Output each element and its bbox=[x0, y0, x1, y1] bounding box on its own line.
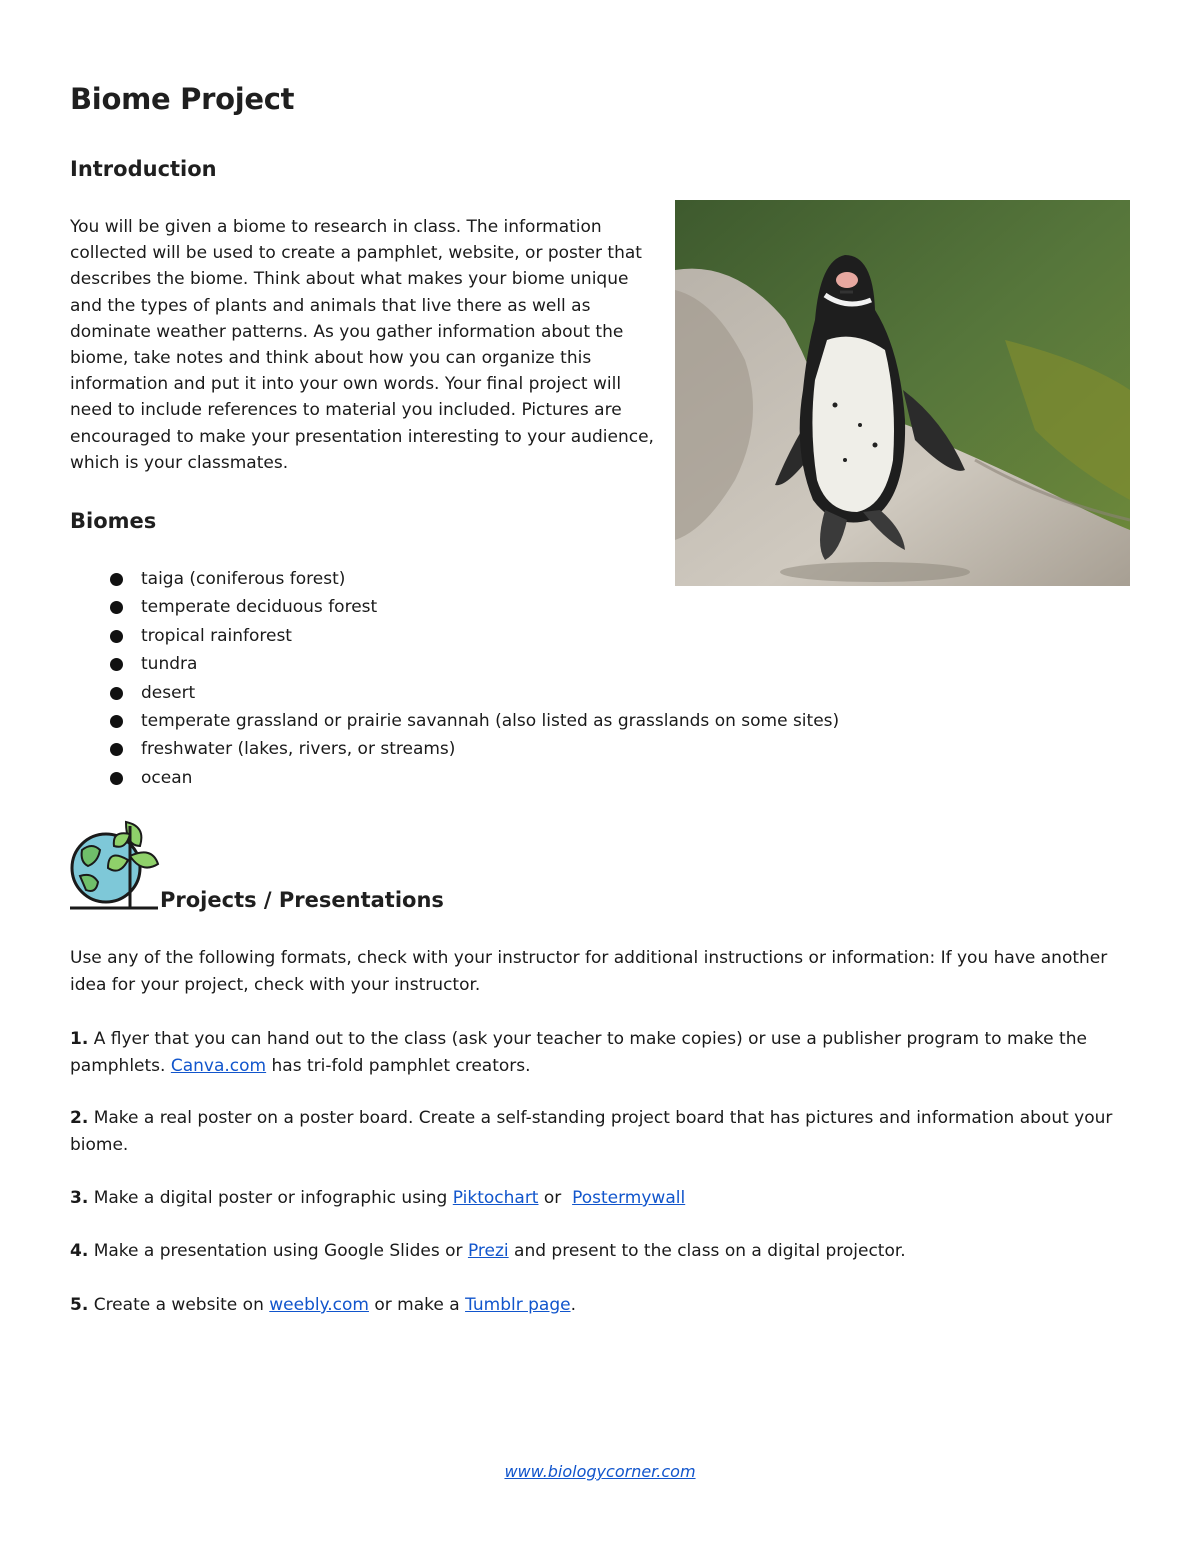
list-item bbox=[108, 650, 839, 678]
bullet-icon bbox=[110, 772, 123, 785]
bullet-icon bbox=[110, 743, 123, 756]
projects-heading: Projects / Presentations bbox=[160, 888, 444, 912]
bullet-icon bbox=[110, 601, 123, 614]
bullet-icon bbox=[110, 715, 123, 728]
postermywall-link[interactable]: Postermywall bbox=[572, 1188, 686, 1208]
weebly-link[interactable]: weebly.com bbox=[269, 1295, 369, 1315]
biome-list bbox=[108, 565, 839, 792]
bullet-icon bbox=[110, 573, 123, 586]
project-item-3 bbox=[70, 1185, 1135, 1212]
project-item-4 bbox=[70, 1238, 1135, 1265]
prezi-link[interactable]: Prezi bbox=[467, 1241, 509, 1261]
item-number: 5. bbox=[70, 1295, 89, 1315]
bullet-icon bbox=[110, 630, 123, 643]
project-item-1 bbox=[70, 1026, 1135, 1079]
intro-text: You will be given a biome to research in class. The information collected will be used to create a pamphlet, website, or poster that describes the biome. Think about what makes your biome unique and the types of plants and animals that live there as well as dominate weather patterns. As you gather information about the biome, take notes and think about how you can organize this information and put it into your own words. Your final project will need to include references to material you included. Pictures are encouraged to make your presentation interesting to your audience, which is your classmates. bbox=[70, 217, 654, 473]
footer bbox=[0, 1462, 1200, 1481]
intro-heading: Introduction bbox=[70, 157, 217, 181]
biome-label: ocean bbox=[141, 767, 193, 788]
item-text: or make a bbox=[368, 1295, 466, 1315]
item-number: 4. bbox=[70, 1241, 89, 1261]
biome-label: desert bbox=[141, 682, 196, 703]
canva-link[interactable]: Canva.com bbox=[170, 1055, 267, 1076]
piktochart-link[interactable]: Piktochart bbox=[452, 1188, 539, 1208]
footer-link[interactable]: www.biologycorner.com bbox=[504, 1462, 696, 1481]
bullet-icon bbox=[110, 687, 123, 700]
item-text: Make a real poster on a poster board. Create a self-standing project board that has pictures and information about your biome. bbox=[70, 1108, 1113, 1155]
project-item-5 bbox=[70, 1292, 1135, 1319]
item-text: Make a digital poster or infographic using bbox=[88, 1188, 453, 1208]
projects-intro: Use any of the following formats, check with your instructor for additional instructions or information: If you have another idea for your project, check with your instructor. bbox=[70, 948, 1108, 995]
biome-label: temperate grassland or prairie savannah (also listed as grasslands on some sites) bbox=[141, 710, 840, 731]
list-item bbox=[108, 593, 839, 621]
page-title: Biome Project bbox=[70, 82, 295, 116]
project-item-2 bbox=[70, 1105, 1135, 1158]
biome-label: temperate deciduous forest bbox=[141, 597, 378, 618]
item-text: Make a presentation using Google Slides or bbox=[88, 1241, 468, 1261]
list-item bbox=[108, 565, 839, 593]
bullet-icon bbox=[110, 658, 123, 671]
list-item bbox=[108, 679, 839, 707]
tumblr-link[interactable]: Tumblr page bbox=[465, 1295, 571, 1315]
item-number: 1. bbox=[70, 1029, 89, 1049]
item-text: A flyer that you can hand out to the class (ask your teacher to make copies) or use a publisher program to make the pamphlets. bbox=[70, 1029, 1087, 1076]
globe-plant-icon bbox=[68, 816, 160, 912]
item-text: and present to the class on a digital projector. bbox=[508, 1241, 906, 1261]
biome-label: taiga (coniferous forest) bbox=[141, 569, 346, 589]
item-text: or bbox=[538, 1188, 573, 1208]
item-text: has tri-fold pamphlet creators. bbox=[266, 1055, 531, 1076]
item-text: . bbox=[570, 1295, 576, 1315]
biome-label: tropical rainforest bbox=[141, 625, 292, 646]
penguin-photo bbox=[675, 200, 1130, 586]
biomes-heading: Biomes bbox=[70, 509, 157, 533]
list-item bbox=[108, 622, 839, 650]
item-number: 3. bbox=[70, 1188, 89, 1208]
list-item bbox=[108, 764, 839, 792]
item-number: 2. bbox=[70, 1108, 89, 1128]
biome-label: freshwater (lakes, rivers, or streams) bbox=[141, 739, 456, 760]
list-item bbox=[108, 707, 839, 735]
list-item bbox=[108, 735, 839, 763]
item-text: Create a website on bbox=[88, 1295, 270, 1315]
biome-label: tundra bbox=[141, 654, 198, 675]
